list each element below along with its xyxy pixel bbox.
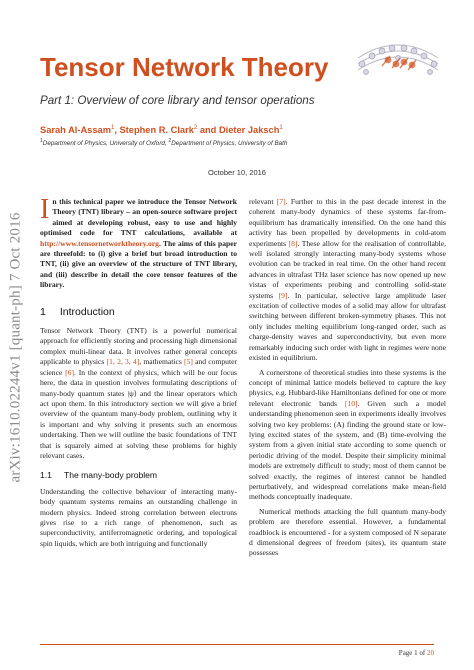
right-column bbox=[249, 197, 446, 559]
paragraph-text: , mathematics bbox=[139, 357, 185, 367]
citation-link[interactable]: [10] bbox=[344, 398, 358, 408]
total-pages: 20 bbox=[427, 649, 434, 657]
affiliation-list bbox=[40, 138, 287, 147]
project-website-link[interactable]: http://www.tensornetworktheory.org bbox=[40, 238, 159, 248]
paragraph-text: . Further to this in the past decade interest in the coherent many-body dynamics of these systems far-from-equilibrium has dramatically intensified. On the one hand this activity has been propelled by developments in cold-atom experiments bbox=[249, 197, 446, 248]
author-separator: and bbox=[197, 125, 219, 136]
citation-link[interactable]: [1, 2, 3, 4] bbox=[106, 357, 140, 367]
affiliation-number: 2 bbox=[168, 138, 172, 144]
citation-link[interactable]: [7] bbox=[276, 197, 286, 206]
tnt-logo-icon bbox=[352, 34, 444, 84]
section-heading-introduction bbox=[40, 307, 237, 317]
paragraph-text: . In the context of physics, which will be our focus here, the data in question involves formulating descriptions of many-body quantum states |ψ⟩ and the linear operators which act upon them. In this introductory section we will give a brief overview of the quantum many-body problem, outlining why it is important and why solving it presents such an enormous undertaking. Then we will outline the basic foundations of TNT that is squarely aimed at solving these problems for highly relevant cases. bbox=[40, 367, 238, 460]
paragraph-text: . In particular, selective large amplitude laser excitation of collective modes of a solid may allow for ultrafast switching between different broken-symmetry phases. This not only includes melting equilibrium long-ranged order, such as charge-density waves and superconductivity, but even more remarkably inducing such order with light in regimes were none existed in equilibrium. bbox=[249, 290, 446, 363]
subsection-number: 1.1 bbox=[40, 470, 52, 481]
abstract-text-start: n this technical paper we introduce the Tensor Network Theory (TNT) library – an open-source software project aimed at developing robust, easy to use and highly optimised code for TNT calculations, available at bbox=[40, 197, 237, 238]
arxiv-identifier-stamp bbox=[4, 205, 28, 490]
author-name: Dieter Jaksch bbox=[218, 125, 280, 136]
intro-paragraph bbox=[40, 326, 237, 461]
citation-link[interactable]: [8] bbox=[288, 238, 298, 248]
paragraph-text: relevant bbox=[249, 197, 277, 206]
author-list bbox=[40, 125, 283, 135]
author-affiliation-ref: 1 bbox=[110, 125, 115, 131]
subsection-title: The many-body problem bbox=[63, 470, 158, 481]
section-title: Introduction bbox=[59, 305, 115, 318]
body-paragraph bbox=[249, 368, 446, 503]
section-number: 1 bbox=[40, 305, 46, 318]
affiliation-text: Department of Physics, University of Bath bbox=[171, 140, 288, 148]
paragraph-text: . Given such a model understanding phenomenon seen in experiments ideally involves solving two key problems: (A) finding the ground state or low-lying excited states of the system, and (B) time-evolving the system from a given initial state according to some quench or periodic driving of the model. Despite their simplicity minimal models are extremely difficult to study; most of them cannot be solved exactly, the regimes of interest cannot be handled perturbatively, and widespread correlations make mean-field methods conceptually inadequate. bbox=[249, 398, 446, 502]
author-affiliation-ref: 2 bbox=[193, 125, 198, 131]
left-column bbox=[40, 194, 238, 549]
citation-link[interactable]: [5] bbox=[184, 357, 193, 367]
paper-subtitle: Part 1: Overview of core library and tensor operations bbox=[40, 94, 315, 107]
author-affiliation-ref: 1 bbox=[279, 125, 283, 131]
subsection-heading-many-body bbox=[40, 470, 237, 480]
arxiv-identifier-text: arXiv:1610.02244v1 [quant-ph] 7 Oct 2016 bbox=[7, 212, 24, 483]
paragraph-text: Tensor Network Theory (TNT) is a powerful numerical approach for efficiently storing and processing high dimensional complex multi-linear data. It involves rather general concepts applicable to physics bbox=[40, 326, 237, 367]
page-label: Page 1 of bbox=[398, 649, 427, 657]
publication-date: October 10, 2016 bbox=[208, 168, 266, 177]
author-name: Sarah Al-Assam bbox=[40, 125, 111, 136]
body-paragraph: Numerical methods attacking the full quantum many-body problem are therefore essential. However, a fundamental roadblock is encountered - for a system composed of N separate d dimensional degrees of freedom (sites), its quantum state possesses bbox=[249, 506, 446, 558]
author-name: Stephen R. Clark bbox=[119, 125, 194, 136]
citation-link[interactable]: [9] bbox=[278, 290, 288, 300]
paragraph-text: . These allow for the realisation of controllable, well isolated strongly interacting many-body systems whose evolution can be tracked in real time. On the other hand recent advances in ultrafast THz laser science has now opened up new vistas of experiments probing and controlling solid-state systems bbox=[249, 238, 446, 300]
paragraph-text: and computer science bbox=[40, 357, 237, 377]
citation-link[interactable]: [6] bbox=[65, 367, 75, 377]
page-number bbox=[399, 649, 434, 657]
author-separator: , bbox=[114, 125, 120, 136]
paper-title: Tensor Network Theory bbox=[40, 52, 329, 82]
paragraph-text: A cornerstone of theoretical studies into these systems is the concept of minimal lattice models believed to capture the key physics, e.g. Hubbard-like Hamiltonians defined for one or more relevant electronic bands bbox=[249, 367, 446, 408]
footer-rule bbox=[40, 644, 434, 645]
affiliation-text: Department of Physics, University of Oxford, bbox=[42, 140, 169, 148]
affiliation-number: 1 bbox=[40, 138, 43, 144]
body-paragraph bbox=[249, 197, 446, 364]
many-body-paragraph: Understanding the collective behaviour of interacting many-body quantum systems remains an outstanding challenge in modern physics. Indeed strong correlation between electrons gives rise to a rich range of phenomenon, such as superconductivity, antiferromagnetic ordering, and topological spin liquids, which are both intriguing and functionally bbox=[40, 486, 237, 548]
abstract bbox=[40, 194, 237, 291]
abstract-text-end: . The aims of this paper are threefold: to (i) give a brief but broad introduction to TNT, (ii) give an overview of the structure of TNT library, and (iii) describe in detail the core tensor features of the library. bbox=[40, 238, 237, 290]
abstract-dropcap: I bbox=[40, 194, 50, 225]
